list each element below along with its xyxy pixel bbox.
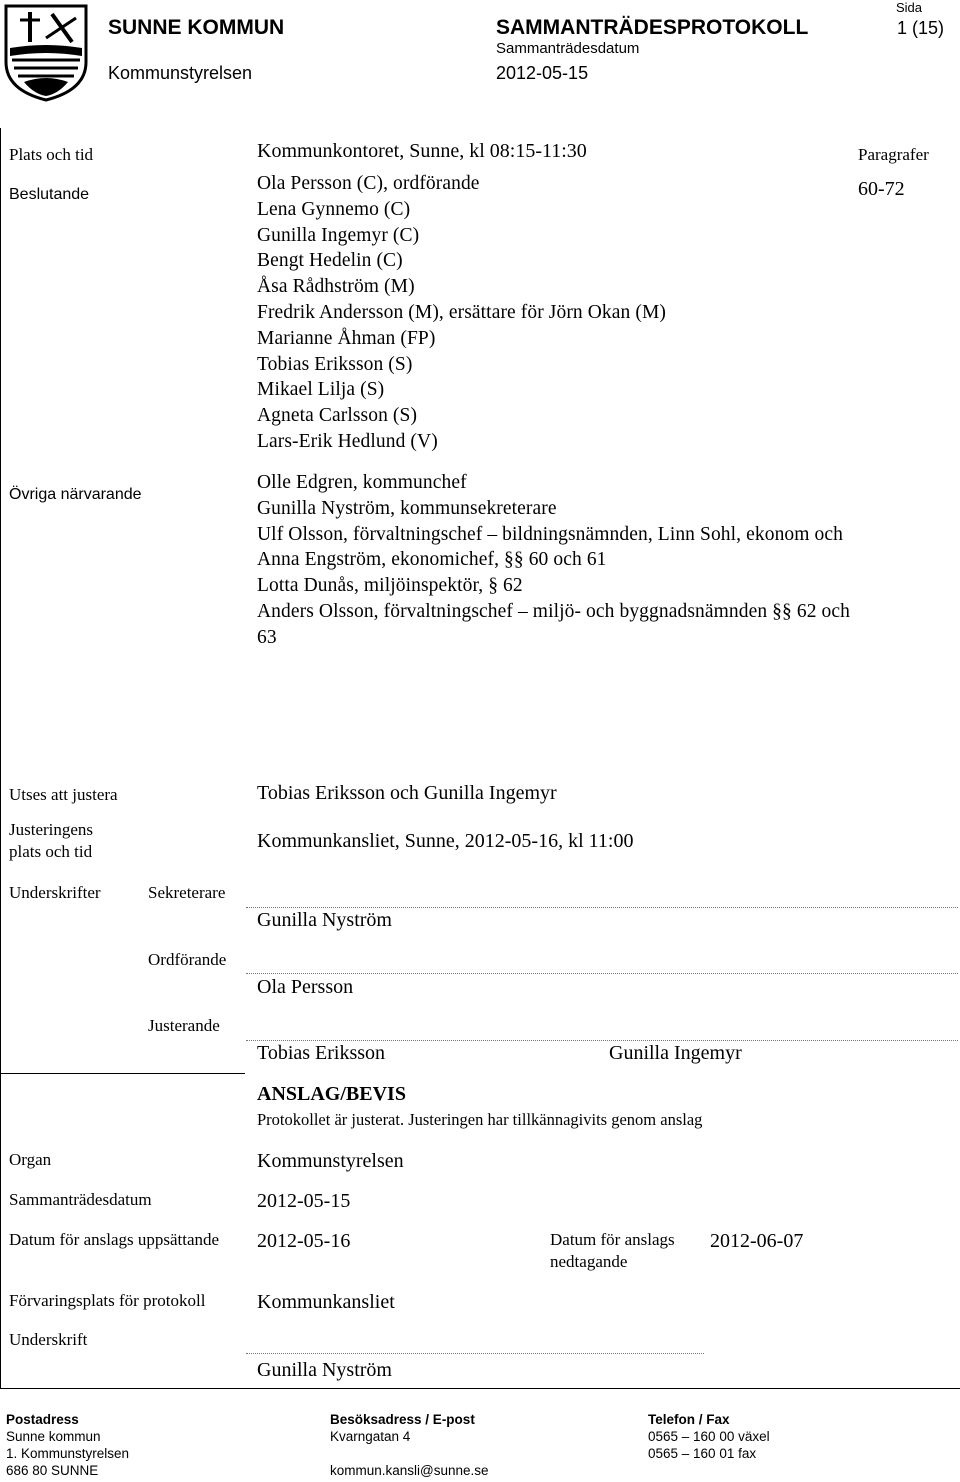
document-type: SAMMANTRÄDESPROTOKOLL xyxy=(496,16,809,39)
postal-label: Postadress xyxy=(6,1412,79,1427)
left-border xyxy=(0,128,1,1389)
list-item: 63 xyxy=(257,626,277,648)
organ-label: Organ xyxy=(9,1150,52,1169)
list-item: Lars-Erik Hedlund (V) xyxy=(257,430,438,452)
signature-line-notice xyxy=(246,1353,704,1354)
list-item: Marianne Åhman (FP) xyxy=(257,327,436,349)
meeting-place: Kommunkontoret, Sunne, kl 08:15-11:30 xyxy=(257,140,587,162)
place-label: Plats och tid xyxy=(9,145,94,164)
phone-line-1: 0565 – 160 00 växel xyxy=(648,1429,770,1444)
signature-line-chair xyxy=(246,973,958,974)
postal-line-2: 1. Kommunstyrelsen xyxy=(6,1446,130,1461)
removed-label: Datum för anslags xyxy=(550,1230,675,1249)
list-item: Olle Edgren, kommunchef xyxy=(257,472,467,493)
appointed-adjusters: Tobias Eriksson och Gunilla Ingemyr xyxy=(257,782,557,804)
adjust-place-label-2: plats och tid xyxy=(9,842,93,861)
page-number: 1 (15) xyxy=(897,18,945,38)
notice-text: Protokollet är justerat. Justeringen har tillkännagivits genom anslag xyxy=(257,1110,703,1129)
adjuster-2-name: Gunilla Ingemyr xyxy=(609,1042,742,1064)
email-link[interactable]: kommun.kansli@sunne.se xyxy=(330,1463,489,1478)
chair-label: Ordförande xyxy=(148,950,227,969)
list-item: Lena Gynnemo (C) xyxy=(257,198,411,220)
page-label: Sida xyxy=(896,0,923,15)
list-item: Gunilla Nyström, kommunsekreterare xyxy=(257,497,557,519)
storage-label: Förvaringsplats för protokoll xyxy=(9,1291,206,1310)
coat-of-arms-logo xyxy=(2,2,90,102)
paragraphs-label: Paragrafer xyxy=(858,145,929,164)
meeting-date: 2012-05-15 xyxy=(496,63,589,83)
removed-date: 2012-06-07 xyxy=(710,1230,804,1252)
list-item: Agneta Carlsson (S) xyxy=(257,405,418,427)
posted-label: Datum för anslags uppsättande xyxy=(9,1230,220,1249)
others-list xyxy=(257,470,850,651)
list-item: Ola Persson (C), ordförande xyxy=(257,173,480,194)
signature-name: Gunilla Nyström xyxy=(257,1359,392,1381)
phone-label: Telefon / Fax xyxy=(648,1412,730,1427)
visit-address: Kvarngatan 4 xyxy=(330,1429,411,1444)
postal-line-3: 686 80 SUNNE xyxy=(6,1463,99,1478)
notice-date: 2012-05-15 xyxy=(257,1190,351,1212)
list-item: Ulf Olsson, förvaltningschef – bildningsnämnden, Linn Sohl, ekonom och xyxy=(257,523,843,545)
list-item: Anna Engström, ekonomichef, §§ 60 och 61 xyxy=(257,549,607,571)
appointed-label: Utses att justera xyxy=(9,785,118,804)
list-item: Anders Olsson, förvaltningschef – miljö- och byggnadsnämnden §§ 62 och xyxy=(257,600,850,622)
phone-line-2: 0565 – 160 01 fax xyxy=(648,1446,757,1461)
committee-name: Kommunstyrelsen xyxy=(108,63,253,83)
others-label: Övriga närvarande xyxy=(9,486,142,503)
deciding-list xyxy=(257,171,666,455)
list-item: Fredrik Andersson (M), ersättare för Jörn Okan (M) xyxy=(257,301,666,323)
paragraphs: 60-72 xyxy=(858,178,905,200)
postal-line-1: Sunne kommun xyxy=(6,1429,101,1444)
adjuster-label: Justerande xyxy=(148,1016,220,1035)
secretary-name: Gunilla Nyström xyxy=(257,909,392,931)
deciding-label: Beslutande xyxy=(9,186,90,203)
storage-place: Kommunkansliet xyxy=(257,1291,395,1313)
footer-divider xyxy=(0,1388,960,1389)
meeting-date-label: Sammanträdesdatum xyxy=(496,40,640,57)
list-item: Bengt Hedelin (C) xyxy=(257,250,403,272)
adjust-place: Kommunkansliet, Sunne, 2012-05-16, kl 11:00 xyxy=(257,830,634,852)
signature-line-adjusters xyxy=(246,1040,958,1041)
signature-label: Underskrift xyxy=(9,1330,88,1349)
list-item: Lotta Dunås, miljöinspektör, § 62 xyxy=(257,575,523,597)
list-item: Åsa Rådhström (M) xyxy=(257,276,415,298)
list-item: Tobias Eriksson (S) xyxy=(257,353,413,375)
signature-line-secretary xyxy=(246,907,958,908)
organ: Kommunstyrelsen xyxy=(257,1150,404,1172)
secretary-label: Sekreterare xyxy=(148,883,226,902)
notice-date-label: Sammanträdesdatum xyxy=(9,1190,152,1209)
adjust-place-label: Justeringens xyxy=(9,820,94,839)
posted-date: 2012-05-16 xyxy=(257,1230,351,1252)
chair-name: Ola Persson xyxy=(257,976,354,998)
notice-title: ANSLAG/BEVIS xyxy=(257,1083,406,1105)
list-item: Gunilla Ingemyr (C) xyxy=(257,224,420,246)
signature-divider xyxy=(0,1073,245,1074)
list-item: Mikael Lilja (S) xyxy=(257,379,385,401)
visit-label: Besöksadress / E-post xyxy=(330,1412,475,1427)
signatures-label: Underskrifter xyxy=(9,883,101,902)
removed-label-2: nedtagande xyxy=(550,1252,628,1271)
adjuster-1-name: Tobias Eriksson xyxy=(257,1042,386,1064)
municipality-name: SUNNE KOMMUN xyxy=(108,16,285,39)
